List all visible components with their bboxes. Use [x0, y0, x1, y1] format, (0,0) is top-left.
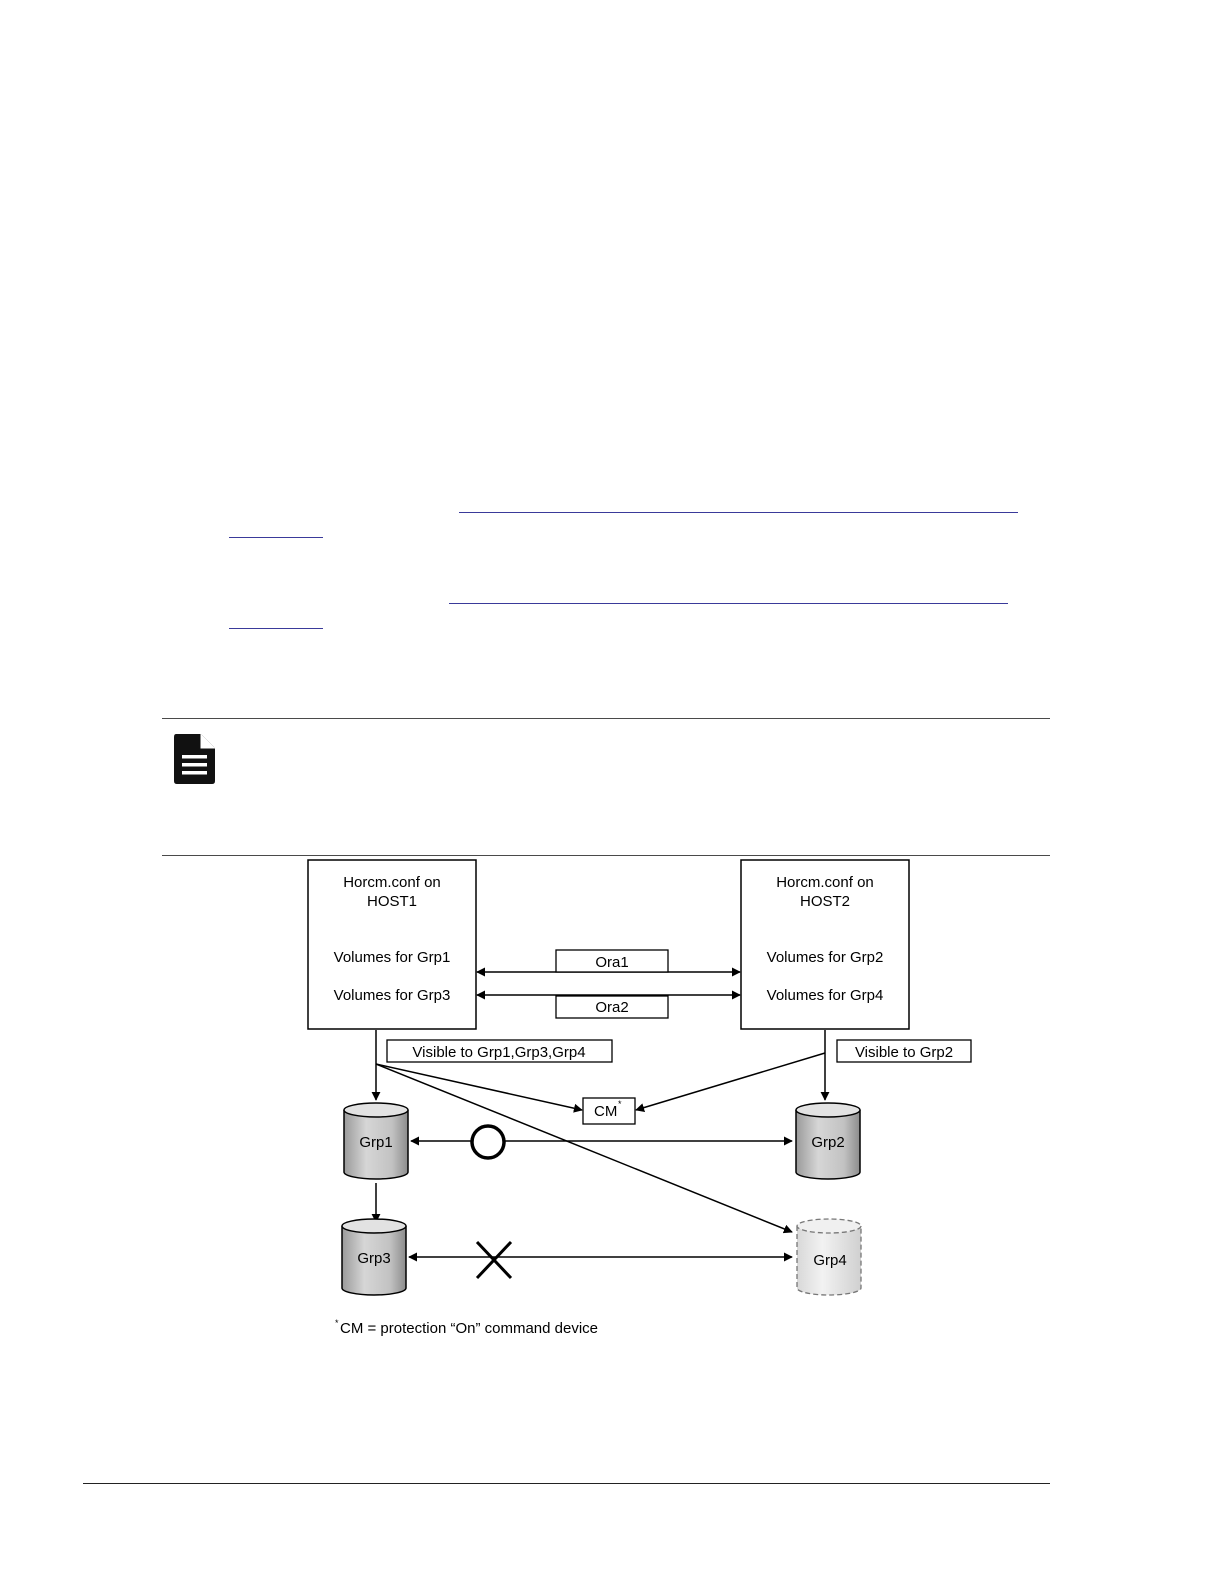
grp1-label: Grp1 [359, 1134, 393, 1151]
volume-group-grp2 [796, 1103, 860, 1179]
command-device-marker: * [618, 1099, 622, 1109]
footnote-text: CM = protection “On” command device [340, 1320, 599, 1337]
host2-title-line2: HOST2 [799, 893, 851, 910]
host1-visibility-text: Visible to Grp1,Grp3,Grp4 [412, 1044, 586, 1061]
host2-visibility-text: Visible to Grp2 [854, 1044, 954, 1061]
grp2-label: Grp2 [811, 1134, 845, 1151]
host1-title-line2: HOST1 [366, 893, 418, 910]
host2-volume-grp4: Volumes for Grp4 [766, 987, 884, 1004]
host1-volume-grp3: Volumes for Grp3 [333, 987, 451, 1004]
host1-volume-grp1: Volumes for Grp1 [333, 949, 451, 966]
page-footer-rule [83, 1483, 1050, 1484]
host2-volume-grp2: Volumes for Grp2 [766, 949, 884, 966]
host2-box [741, 860, 909, 1029]
host1-title-line1: Horcm.conf on [343, 874, 441, 891]
pair-label-ora2: Ora2 [595, 999, 629, 1016]
host1-box [308, 860, 476, 1029]
pair-ora1 [477, 950, 740, 972]
command-device-cm [583, 1098, 635, 1124]
pair-grp3-grp4-denied [409, 1242, 792, 1278]
host2-visibility-label [837, 1040, 971, 1062]
host2-title-line1: Horcm.conf on [776, 874, 874, 891]
grp3-label: Grp3 [357, 1250, 391, 1267]
host2-connections [636, 1030, 825, 1110]
allowed-circle-icon [472, 1126, 504, 1158]
pair-label-ora1: Ora1 [595, 954, 629, 971]
volume-group-grp4 [797, 1219, 861, 1295]
diagram-footnote [335, 1318, 598, 1337]
footnote-marker: * [335, 1318, 339, 1328]
pair-grp1-grp2-allowed [411, 1126, 792, 1158]
volume-group-grp3 [342, 1219, 406, 1295]
command-device-label: CM [594, 1103, 618, 1120]
host1-visibility-label [387, 1040, 612, 1062]
grp4-label: Grp4 [813, 1252, 847, 1269]
volume-group-grp1 [344, 1103, 408, 1179]
denied-cross-icon [477, 1242, 511, 1278]
pair-ora2 [477, 995, 740, 1018]
